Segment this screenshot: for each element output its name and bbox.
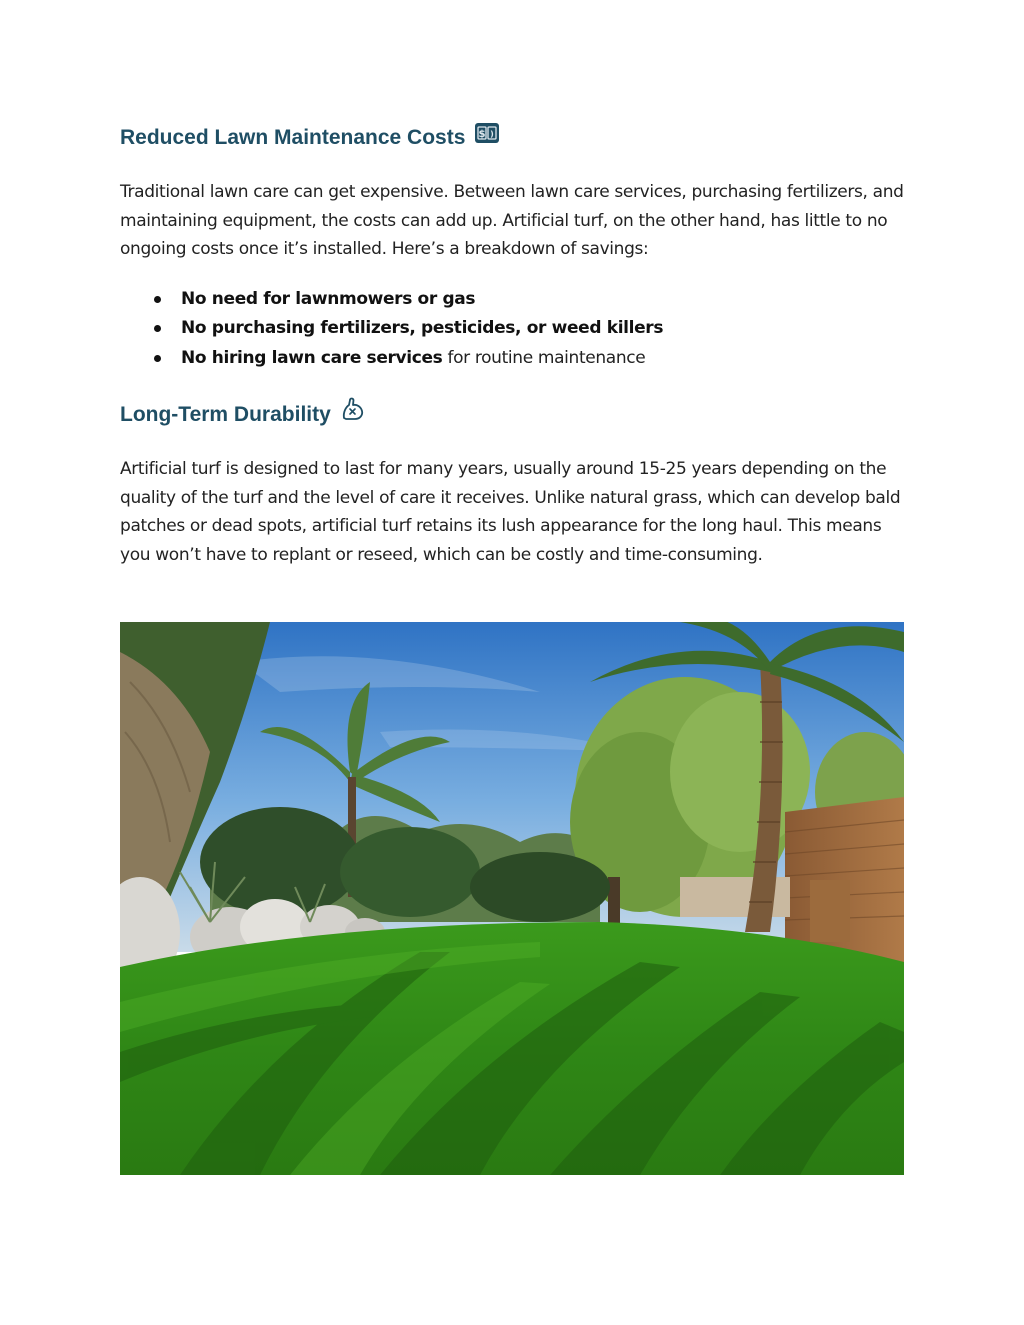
list-item xyxy=(120,285,904,315)
heading-text: Long-Term Durability xyxy=(120,403,331,426)
list-item-bold: No need for lawnmowers or gas xyxy=(181,288,476,309)
section-heading-costs xyxy=(120,120,904,156)
savings-list xyxy=(120,285,904,374)
list-item xyxy=(120,344,904,374)
strong-arm-icon xyxy=(340,396,366,434)
svg-text:$: $ xyxy=(478,129,486,140)
list-item xyxy=(120,314,904,344)
durability-paragraph: Artificial turf is designed to last for many years, usually around 15-25 years depending on the quality of the turf and the level of care it receives. Unlike natural grass, which can develop bald patches or dead spots, artificial turf retains its lush appearance for the long haul. This means you won’t have to replant or reseed, which can be costly and time-consuming. xyxy=(120,459,901,565)
svg-text:): ) xyxy=(490,129,495,139)
money-icon xyxy=(474,120,500,156)
list-item-bold: No hiring lawn care services xyxy=(181,347,443,368)
list-item-rest: for routine maintenance xyxy=(442,347,646,368)
document-content xyxy=(120,120,904,569)
artificial-turf-backyard-photo xyxy=(120,622,904,1175)
list-item-bold: No purchasing fertilizers, pesticides, or weed killers xyxy=(181,318,664,338)
costs-paragraph: Traditional lawn care can get expensive. Between lawn care services, purchasing fertilizers, and maintaining equipment, the costs can add up. Artificial turf, on the other hand, has little to no ongoing costs once it’s installed. Here’s a breakdown of savings: xyxy=(120,182,904,259)
heading-text: Reduced Lawn Maintenance Costs xyxy=(120,126,466,149)
section-heading-durability xyxy=(120,396,904,434)
